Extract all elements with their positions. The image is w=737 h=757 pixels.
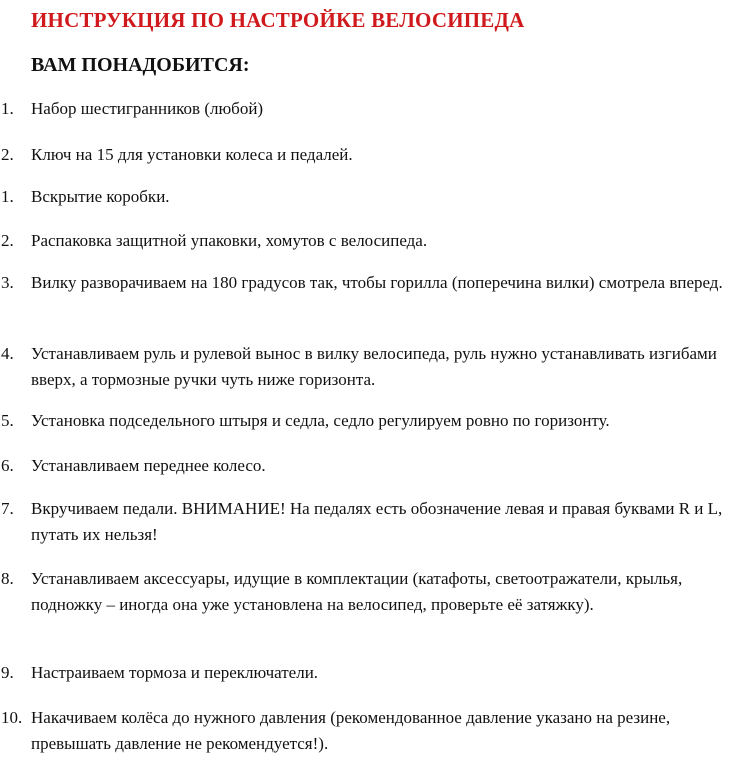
list-item-number: 8. xyxy=(1,569,14,588)
list-item-text: Вилку разворачиваем на 180 градусов так, чтобы горилла (поперечина вилки) смотрела вперед. xyxy=(31,273,723,292)
list-item-number: 6. xyxy=(1,456,14,475)
list-item-number: 4. xyxy=(1,344,14,363)
list-item-number: 1. xyxy=(1,187,14,206)
list-item-text: Вкручиваем педали. ВНИМАНИЕ! На педалях есть обозначение левая и правая буквами R и L, путать их нельзя! xyxy=(31,499,723,544)
list-item-text: Установка подседельного штыря и седла, седло регулируем ровно по горизонту. xyxy=(31,411,610,430)
list-item-text: Устанавливаем руль и рулевой вынос в вилку велосипеда, руль нужно устанавливать изгибами вверх, а тормозные ручки чуть ниже горизонта. xyxy=(31,344,717,389)
list-item-number: 10. xyxy=(1,708,23,727)
list-item-text: Набор шестигранников (любой) xyxy=(31,99,264,118)
list-item-number: 2. xyxy=(1,231,14,250)
list-item-text: Распаковка защитной упаковки, хомутов с велосипеда. xyxy=(31,231,428,250)
list-item-text: Устанавливаем аксессуары, идущие в комплектации (катафоты, светоотражатели, крылья, подножку – иногда она уже установлена на велосипед, проверьте её затяжку). xyxy=(31,569,683,614)
list-item-text: Вскрытие коробки. xyxy=(31,187,170,206)
requirements-heading: ВАМ ПОНАДОБИТСЯ: xyxy=(31,54,250,76)
list-item-number: 7. xyxy=(1,499,14,518)
document-title: ИНСТРУКЦИЯ ПО НАСТРОЙКЕ ВЕЛОСИПЕДА xyxy=(31,8,525,32)
list-item-text: Ключ на 15 для установки колеса и педалей. xyxy=(31,145,353,164)
list-item-number: 5. xyxy=(1,411,14,430)
list-item-number: 3. xyxy=(1,273,14,292)
list-item-text: Устанавливаем переднее колесо. xyxy=(31,456,266,475)
list-item-number: 9. xyxy=(1,663,14,682)
list-item-text: Накачиваем колёса до нужного давления (рекомендованное давление указано на резине, превышать давление не рекомендуется!). xyxy=(31,708,671,753)
list-item-number: 1. xyxy=(1,99,14,118)
list-item-number: 2. xyxy=(1,145,14,164)
list-item-text: Настраиваем тормоза и переключатели. xyxy=(31,663,319,682)
